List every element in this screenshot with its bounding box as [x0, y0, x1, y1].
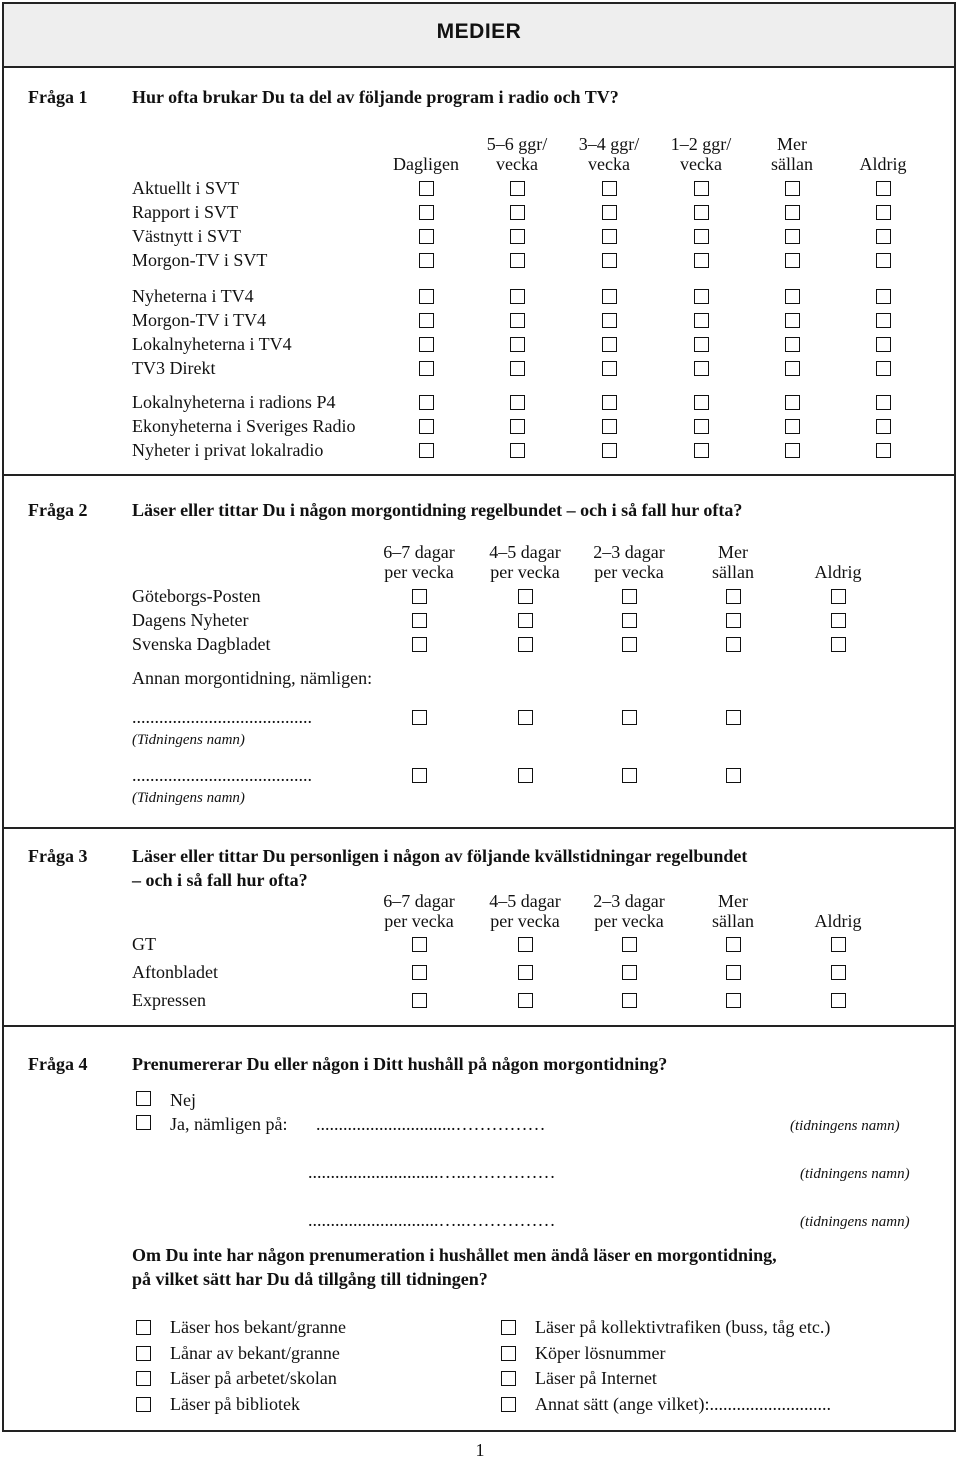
- q2-column-header: Aldrig: [814, 562, 862, 582]
- q2-frequency-checkbox[interactable]: [726, 637, 741, 652]
- q1-frequency-checkbox[interactable]: [785, 205, 800, 220]
- q4-access-label: Läser hos bekant/granne: [170, 1317, 346, 1337]
- q2-other-frequency-checkbox[interactable]: [622, 768, 637, 783]
- q1-frequency-checkbox[interactable]: [694, 253, 709, 268]
- q2-frequency-checkbox[interactable]: [412, 589, 427, 604]
- q4-followup-line1: Om Du inte har någon prenumeration i hushållet men ändå läser en morgontidning,: [132, 1245, 777, 1265]
- q1-frequency-checkbox[interactable]: [419, 337, 434, 352]
- q4-access-label: Läser på bibliotek: [170, 1394, 300, 1414]
- q4-yes-label: Ja, nämligen på:: [170, 1114, 288, 1134]
- q1-column-header: Aldrig: [859, 154, 907, 174]
- q1-frequency-checkbox[interactable]: [694, 395, 709, 410]
- q3-frequency-checkbox[interactable]: [726, 993, 741, 1008]
- q1-frequency-checkbox[interactable]: [602, 289, 617, 304]
- q1-frequency-checkbox[interactable]: [419, 253, 434, 268]
- q2-row-label: Svenska Dagbladet: [132, 634, 271, 654]
- q3-column-header-line1: 4–5 dagar: [489, 891, 561, 911]
- q3-row-label: GT: [132, 934, 156, 954]
- q1-frequency-checkbox[interactable]: [694, 419, 709, 434]
- q3-column-header: sällan: [712, 911, 754, 931]
- q1-row-label: Lokalnyheterna i TV4: [132, 334, 292, 354]
- q3-frequency-checkbox[interactable]: [831, 993, 846, 1008]
- q4-access-label: Köper lösnummer: [535, 1343, 666, 1363]
- q1-frequency-checkbox[interactable]: [419, 419, 434, 434]
- q1-frequency-checkbox[interactable]: [510, 419, 525, 434]
- q1-frequency-checkbox[interactable]: [876, 443, 891, 458]
- q1-column-header: sällan: [771, 154, 813, 174]
- q4-access-checkbox[interactable]: [136, 1397, 151, 1412]
- q2-frequency-checkbox[interactable]: [831, 613, 846, 628]
- q1-frequency-checkbox[interactable]: [602, 419, 617, 434]
- q4-name-hint: (tidningens namn): [800, 1166, 910, 1182]
- q1-frequency-checkbox[interactable]: [785, 443, 800, 458]
- q1-frequency-checkbox[interactable]: [876, 313, 891, 328]
- q1-frequency-checkbox[interactable]: [419, 181, 434, 196]
- q2-question: Läser eller tittar Du i någon morgontidning regelbundet – och i så fall hur ofta?: [132, 500, 743, 520]
- q4-no-label: Nej: [170, 1090, 196, 1110]
- q4-followup-line2: på vilket sätt har Du då tillgång till tidningen?: [132, 1269, 488, 1289]
- q1-frequency-checkbox[interactable]: [602, 395, 617, 410]
- q2-row-label: Göteborgs-Posten: [132, 586, 261, 606]
- q2-other-dots-2[interactable]: ........................................: [132, 765, 312, 785]
- section-header: [4, 4, 954, 68]
- q1-column-header: vecka: [680, 154, 722, 174]
- q2-other-hint-1: (Tidningens namn): [132, 732, 245, 748]
- q3-frequency-checkbox[interactable]: [412, 993, 427, 1008]
- q1-question: Hur ofta brukar Du ta del av följande program i radio och TV?: [132, 87, 619, 107]
- q1-frequency-checkbox[interactable]: [876, 229, 891, 244]
- q1-frequency-checkbox[interactable]: [419, 289, 434, 304]
- q3-frequency-checkbox[interactable]: [622, 937, 637, 952]
- q2-frequency-checkbox[interactable]: [518, 613, 533, 628]
- q3-question-line1: Läser eller tittar Du personligen i någon av följande kvällstidningar regelbundet: [132, 846, 748, 866]
- q3-frequency-checkbox[interactable]: [622, 993, 637, 1008]
- q2-row-label: Dagens Nyheter: [132, 610, 249, 630]
- page-number: 1: [475, 1440, 485, 1460]
- q2-column-header-line1: 6–7 dagar: [383, 542, 455, 562]
- q3-frequency-checkbox[interactable]: [412, 937, 427, 952]
- q1-frequency-checkbox[interactable]: [602, 229, 617, 244]
- q1-frequency-checkbox[interactable]: [694, 443, 709, 458]
- q1-frequency-checkbox[interactable]: [785, 289, 800, 304]
- q1-frequency-checkbox[interactable]: [419, 395, 434, 410]
- q1-column-header-line1: 1–2 ggr/: [670, 134, 732, 154]
- q2-other-frequency-checkbox[interactable]: [726, 768, 741, 783]
- q1-frequency-checkbox[interactable]: [785, 313, 800, 328]
- divider: [4, 1025, 954, 1027]
- q1-column-header: Dagligen: [393, 154, 459, 174]
- q1-frequency-checkbox[interactable]: [785, 253, 800, 268]
- q3-frequency-checkbox[interactable]: [518, 993, 533, 1008]
- q1-frequency-checkbox[interactable]: [876, 395, 891, 410]
- q3-question-line2: – och i så fall hur ofta?: [132, 870, 308, 890]
- q4-access-checkbox[interactable]: [136, 1371, 151, 1386]
- q1-frequency-checkbox[interactable]: [694, 205, 709, 220]
- q1-frequency-checkbox[interactable]: [510, 229, 525, 244]
- q4-name-hint: (tidningens namn): [800, 1214, 910, 1230]
- divider: [4, 827, 954, 829]
- q3-frequency-checkbox[interactable]: [518, 965, 533, 980]
- q1-row-label: Lokalnyheterna i radions P4: [132, 392, 336, 412]
- q2-column-header-line1: 2–3 dagar: [593, 542, 665, 562]
- q1-row-label: TV3 Direkt: [132, 358, 216, 378]
- q2-other-frequency-checkbox[interactable]: [412, 710, 427, 725]
- q1-frequency-checkbox[interactable]: [876, 289, 891, 304]
- q2-other-frequency-checkbox[interactable]: [622, 710, 637, 725]
- q3-frequency-checkbox[interactable]: [831, 937, 846, 952]
- q1-frequency-checkbox[interactable]: [510, 289, 525, 304]
- q1-frequency-checkbox[interactable]: [876, 337, 891, 352]
- q1-frequency-checkbox[interactable]: [694, 229, 709, 244]
- q2-frequency-checkbox[interactable]: [622, 637, 637, 652]
- q4-access-label: Annat sätt (ange vilket):...........................: [535, 1394, 831, 1414]
- q1-row-label: Västnytt i SVT: [132, 226, 242, 246]
- q2-frequency-checkbox[interactable]: [831, 589, 846, 604]
- q1-frequency-checkbox[interactable]: [419, 205, 434, 220]
- q1-frequency-checkbox[interactable]: [510, 253, 525, 268]
- q1-frequency-checkbox[interactable]: [602, 361, 617, 376]
- q2-other-frequency-checkbox[interactable]: [726, 710, 741, 725]
- q4-yes-dots[interactable]: ...............................……………: [316, 1114, 546, 1134]
- q1-column-header-line1: 5–6 ggr/: [486, 134, 548, 154]
- q1-row-label: Rapport i SVT: [132, 202, 238, 222]
- q1-frequency-checkbox[interactable]: [785, 229, 800, 244]
- divider: [4, 474, 954, 476]
- q1-row-label: Morgon-TV i SVT: [132, 250, 268, 270]
- q2-other-frequency-checkbox[interactable]: [518, 710, 533, 725]
- q2-frequency-checkbox[interactable]: [622, 589, 637, 604]
- q2-column-header: per vecka: [384, 562, 454, 582]
- q4-name-hint: (tidningens namn): [790, 1118, 900, 1134]
- q4-access-checkbox[interactable]: [501, 1397, 516, 1412]
- q1-frequency-checkbox[interactable]: [510, 181, 525, 196]
- q3-column-header-line1: 6–7 dagar: [383, 891, 455, 911]
- q1-column-header-line1: Mer: [777, 134, 807, 154]
- q1-frequency-checkbox[interactable]: [510, 395, 525, 410]
- q1-frequency-checkbox[interactable]: [876, 419, 891, 434]
- q3-frequency-checkbox[interactable]: [726, 965, 741, 980]
- q3-column-header: per vecka: [490, 911, 560, 931]
- q1-frequency-checkbox[interactable]: [510, 205, 525, 220]
- q1-frequency-checkbox[interactable]: [694, 289, 709, 304]
- q1-frequency-checkbox[interactable]: [510, 361, 525, 376]
- q1-column-header: vecka: [588, 154, 630, 174]
- q3-column-header-line1: 2–3 dagar: [593, 891, 665, 911]
- q1-frequency-checkbox[interactable]: [510, 443, 525, 458]
- q1-frequency-checkbox[interactable]: [602, 313, 617, 328]
- q1-frequency-checkbox[interactable]: [602, 337, 617, 352]
- q1-frequency-checkbox[interactable]: [694, 313, 709, 328]
- q2-column-header: per vecka: [594, 562, 664, 582]
- q1-row-label: Morgon-TV i TV4: [132, 310, 267, 330]
- q1-row-label: Ekonyheterna i Sveriges Radio: [132, 416, 356, 436]
- q1-frequency-checkbox[interactable]: [876, 205, 891, 220]
- q1-frequency-checkbox[interactable]: [785, 361, 800, 376]
- q1-frequency-checkbox[interactable]: [876, 181, 891, 196]
- q4-access-checkbox[interactable]: [501, 1346, 516, 1361]
- q2-frequency-checkbox[interactable]: [518, 589, 533, 604]
- q2-frequency-checkbox[interactable]: [518, 637, 533, 652]
- q1-row-label: Aktuellt i SVT: [132, 178, 239, 198]
- q1-row-label: Nyheterna i TV4: [132, 286, 254, 306]
- q4-extra-dots-2[interactable]: .............................…..……………: [308, 1210, 556, 1230]
- q2-column-header: per vecka: [490, 562, 560, 582]
- q2-other-frequency-checkbox[interactable]: [518, 768, 533, 783]
- q2-other-frequency-checkbox[interactable]: [412, 768, 427, 783]
- q3-frequency-checkbox[interactable]: [412, 965, 427, 980]
- q2-frequency-checkbox[interactable]: [412, 613, 427, 628]
- q3-frequency-checkbox[interactable]: [831, 965, 846, 980]
- q4-access-label: Läser på kollektivtrafiken (buss, tåg etc.): [535, 1317, 831, 1337]
- q3-frequency-checkbox[interactable]: [726, 937, 741, 952]
- q3-label: Fråga 3: [28, 846, 88, 866]
- q1-frequency-checkbox[interactable]: [785, 337, 800, 352]
- q2-column-header-line1: Mer: [718, 542, 748, 562]
- q1-frequency-checkbox[interactable]: [419, 229, 434, 244]
- q1-label: Fråga 1: [28, 87, 88, 107]
- q2-other-label: Annan morgontidning, nämligen:: [132, 668, 373, 688]
- q3-row-label: Expressen: [132, 990, 206, 1010]
- page-title: MEDIER: [436, 20, 522, 43]
- q1-frequency-checkbox[interactable]: [876, 253, 891, 268]
- q1-frequency-checkbox[interactable]: [602, 443, 617, 458]
- q2-column-header: sällan: [712, 562, 754, 582]
- q1-column-header-line1: 3–4 ggr/: [578, 134, 640, 154]
- q2-label: Fråga 2: [28, 500, 88, 520]
- q3-column-header-line1: Mer: [718, 891, 748, 911]
- q3-row-label: Aftonbladet: [132, 962, 218, 982]
- q4-access-checkbox[interactable]: [136, 1320, 151, 1335]
- q1-row-label: Nyheter i privat lokalradio: [132, 440, 324, 460]
- q1-column-header: vecka: [496, 154, 538, 174]
- q1-frequency-checkbox[interactable]: [694, 181, 709, 196]
- q1-frequency-checkbox[interactable]: [419, 361, 434, 376]
- q4-question: Prenumererar Du eller någon i Ditt hushåll på någon morgontidning?: [132, 1054, 668, 1074]
- q4-no-checkbox[interactable]: [136, 1091, 151, 1106]
- q1-frequency-checkbox[interactable]: [785, 395, 800, 410]
- q1-frequency-checkbox[interactable]: [419, 443, 434, 458]
- q2-frequency-checkbox[interactable]: [412, 637, 427, 652]
- q4-access-checkbox[interactable]: [501, 1371, 516, 1386]
- q2-frequency-checkbox[interactable]: [622, 613, 637, 628]
- q4-label: Fråga 4: [28, 1054, 88, 1074]
- q4-access-checkbox[interactable]: [136, 1346, 151, 1361]
- q1-frequency-checkbox[interactable]: [785, 419, 800, 434]
- q1-frequency-checkbox[interactable]: [694, 337, 709, 352]
- q4-access-label: Lånar av bekant/granne: [170, 1343, 340, 1363]
- q2-other-dots-1[interactable]: ........................................: [132, 707, 312, 727]
- q2-frequency-checkbox[interactable]: [726, 589, 741, 604]
- q4-access-checkbox[interactable]: [501, 1320, 516, 1335]
- form-frame: [2, 2, 956, 1432]
- q2-other-hint-2: (Tidningens namn): [132, 790, 245, 806]
- q1-frequency-checkbox[interactable]: [602, 181, 617, 196]
- q1-frequency-checkbox[interactable]: [694, 361, 709, 376]
- q1-frequency-checkbox[interactable]: [419, 313, 434, 328]
- q1-frequency-checkbox[interactable]: [510, 337, 525, 352]
- q3-column-header: per vecka: [594, 911, 664, 931]
- q2-frequency-checkbox[interactable]: [726, 613, 741, 628]
- q3-frequency-checkbox[interactable]: [518, 937, 533, 952]
- q1-frequency-checkbox[interactable]: [785, 181, 800, 196]
- q1-frequency-checkbox[interactable]: [510, 313, 525, 328]
- q3-column-header: per vecka: [384, 911, 454, 931]
- q1-frequency-checkbox[interactable]: [876, 361, 891, 376]
- q4-access-label: Läser på arbetet/skolan: [170, 1368, 337, 1388]
- q4-access-label: Läser på Internet: [535, 1368, 657, 1388]
- q2-column-header-line1: 4–5 dagar: [489, 542, 561, 562]
- q1-frequency-checkbox[interactable]: [602, 253, 617, 268]
- q1-frequency-checkbox[interactable]: [602, 205, 617, 220]
- q4-extra-dots-1[interactable]: .............................…..……………: [308, 1162, 556, 1182]
- q3-frequency-checkbox[interactable]: [622, 965, 637, 980]
- q2-frequency-checkbox[interactable]: [831, 637, 846, 652]
- q4-yes-checkbox[interactable]: [136, 1115, 151, 1130]
- q3-column-header: Aldrig: [814, 911, 862, 931]
